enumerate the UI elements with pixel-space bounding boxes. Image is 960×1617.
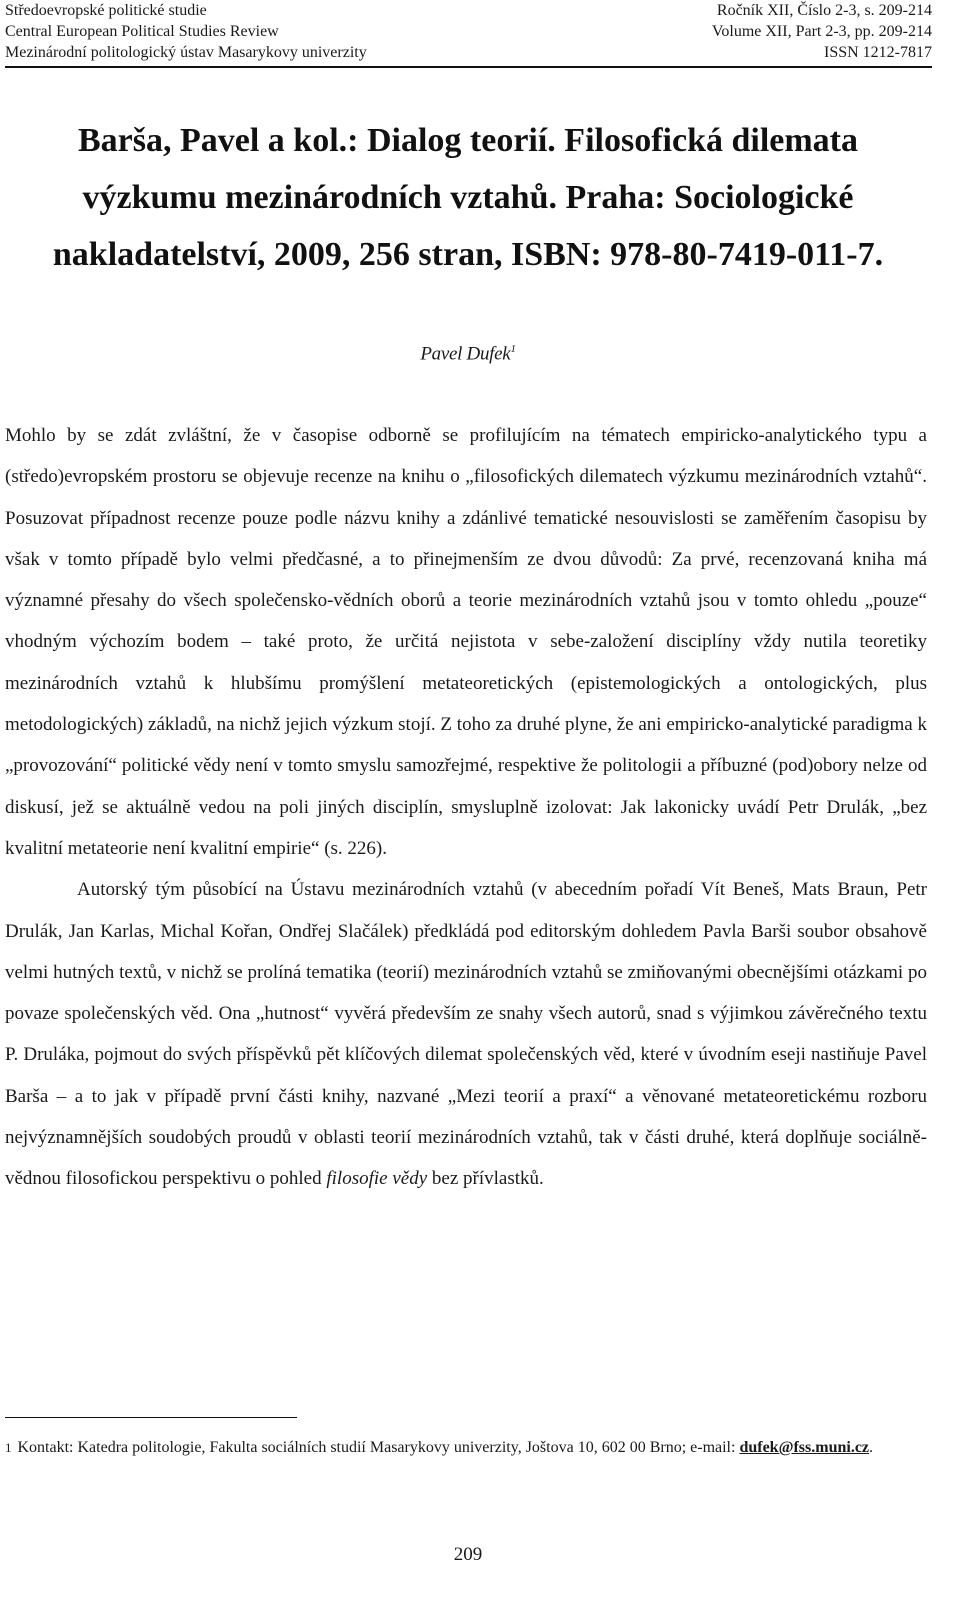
paragraph-2-tail: bez přívlastků. <box>427 1168 544 1190</box>
journal-name-en: Central European Political Studies Review <box>5 23 279 40</box>
issue-info-en: Volume XII, Part 2-3, pp. 209-214 <box>711 23 932 40</box>
footnote-divider <box>5 1417 297 1418</box>
author-name: Pavel Dufek <box>420 343 511 365</box>
header-divider <box>5 66 932 68</box>
review-title <box>0 112 936 283</box>
journal-name-cz: Středoevropské politické studie <box>5 2 207 19</box>
footnote-text: Kontakt: Katedra politologie, Fakulta sociálních studií Masarykovy univerzity, Joštova 10, 602 00 Brno; e-mail: <box>17 1439 740 1456</box>
issn: ISSN 1212-7817 <box>823 44 932 61</box>
footnote-number: 1 <box>5 1440 12 1455</box>
issue-info-cz: Ročník XII, Číslo 2-3, s. 209-214 <box>716 2 932 19</box>
header-row-1 <box>5 0 932 21</box>
title-line: nakladatelství, 2009, 256 stran, ISBN: 978-80-7419-011-7. <box>52 236 884 273</box>
journal-header <box>5 0 932 63</box>
footnote-reference[interactable]: 1 <box>510 343 516 355</box>
footnote <box>5 1432 927 1463</box>
paragraph-2 <box>5 869 927 1199</box>
title-line: výzkumu mezinárodních vztahů. Praha: Sociologické <box>82 179 854 216</box>
email-link[interactable]: dufek@fss.muni.cz <box>739 1439 870 1456</box>
paragraph-2-text: Autorský tým působící na Ústavu mezinárodních vztahů (v abecedním pořadí Vít Beneš, Mats Braun, Petr Drulák, Jan Karlas, Michal Kořan, Ondřej Slačálek) předkládá pod editorským dohledem Pavla Barši soubor obsahově velmi hutných textů, v nichž se prolíná tematika (teorií) mezinárodních vztahů se zmiňovanými obecnějšími otázkami po povaze společenských věd. Ona „hutnost“ vyvěrá především ze snahy všech autorů, snad s výjimkou závěrečného textu P. Druláka, pojmout do svých příspěvků pět klíčových dilemat společenských věd, které v úvodním eseji nastiňuje Pavel Barša – a to jak v případě první části knihy, nazvané „Mezi teorií a praxí“ a věnované metateoretickému rozboru nejvýznamnějších soudobých proudů v oblasti teorií mezinárodních vztahů, tak v části druhé, která doplňuje sociálně-vědnou filosofickou perspektivu o pohled <box>5 879 927 1190</box>
title-line: Barša, Pavel a kol.: Dialog teorií. Filosofická dilemata <box>77 122 859 159</box>
paragraph-1: Mohlo by se zdát zvláštní, že v časopise odborně se profilujícím na tématech empiricko-analytického typu a (středo)evropském prostoru se objevuje recenze na knihu o „filosofických dilematech výzkumu mezinárodních vztahů“. Posuzovat případnost recenze pouze podle názvu knihy a zdánlivé tematické nesouvislosti se zaměřením časopisu by však v tomto případě bylo velmi předčasné, a to přinejmenším ze dvou důvodů: Za prvé, recenzovaná kniha má významné přesahy do všech společensko-vědních oborů a teorie mezinárodních vztahů jsou v tomto ohledu „pouze“ vhodným výchozím bodem – také proto, že určitá nejistota v sebe-založení disciplíny vždy nutila teoretiky mezinárodních vztahů k hlubšímu promýšlení metateoretických (epistemologických a ontologických, plus metodologických) základů, na nichž jejich výzkum stojí. Z toho za druhé plyne, že ani empiricko-analytické paradigma k „provozování“ politické vědy není v tomto smyslu samozřejmé, respektive že politologii a příbuzné (pod)obory nelze od diskusí, jež se aktuálně vedou na poli jiných disciplín, smysluplně izolovat: Jak lakonicky uvádí Petr Drulák, „bez kvalitní metateorie není kvalitní empirie“ (s. 226). <box>5 425 927 859</box>
header-row-3 <box>5 42 932 63</box>
footnote-tail: . <box>869 1439 874 1456</box>
article-body <box>5 415 927 1200</box>
publisher-institute: Mezinárodní politologický ústav Masarykovy univerzity <box>5 44 367 61</box>
header-row-2 <box>5 21 932 42</box>
review-author <box>0 343 936 365</box>
paragraph-2-emphasis: filosofie vědy <box>326 1168 428 1190</box>
page-number: 209 <box>453 1544 483 1565</box>
